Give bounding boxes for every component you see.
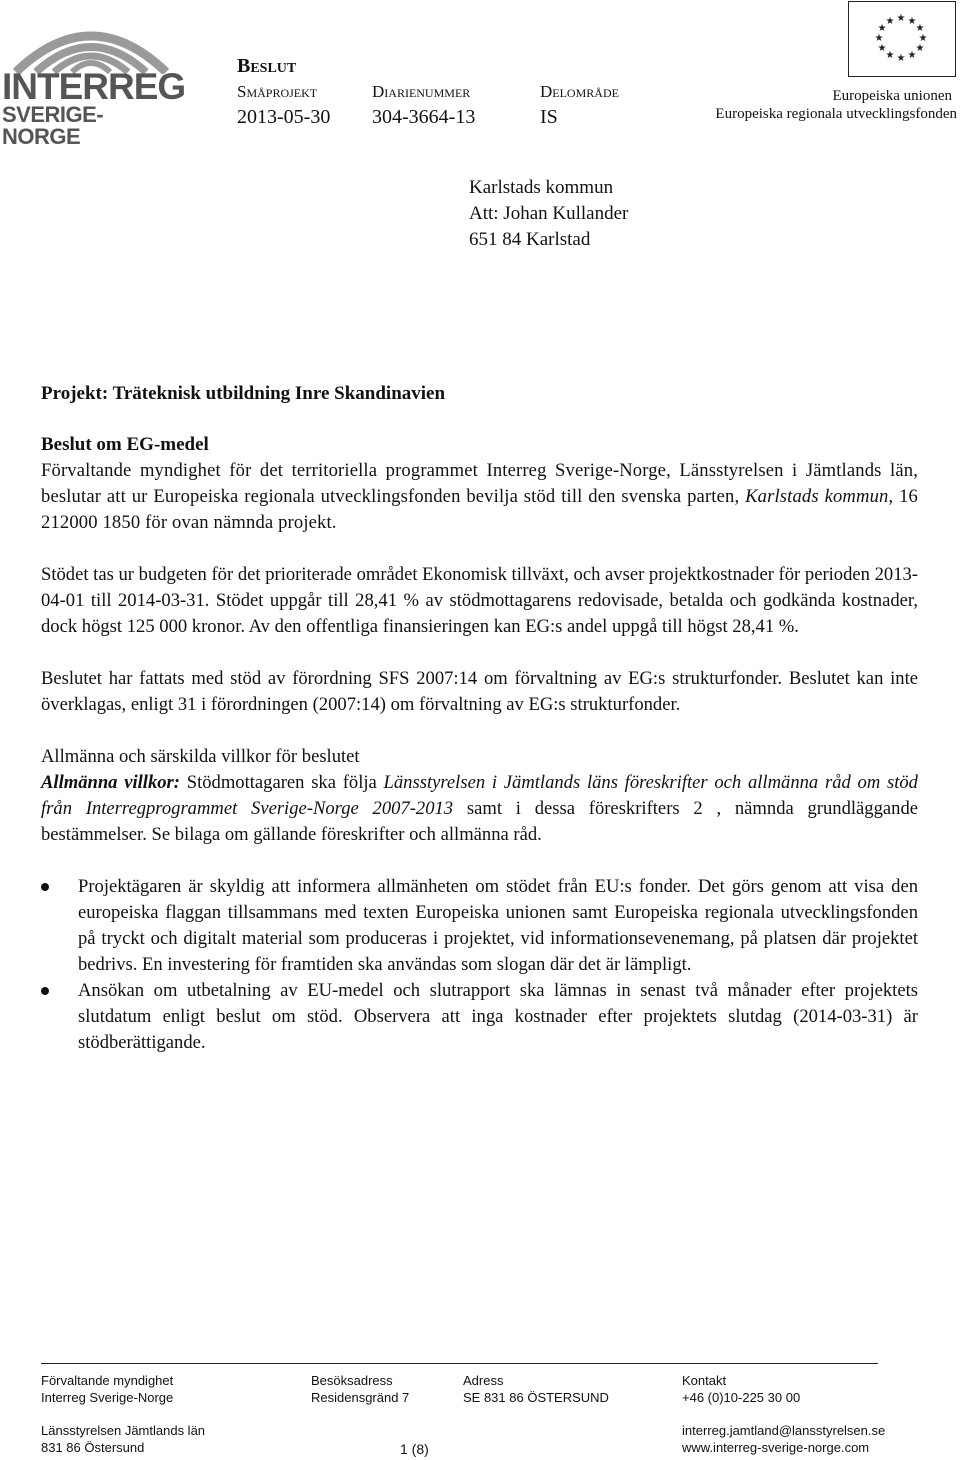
eu-flag [848, 1, 956, 77]
header-date: 2013-05-30 [237, 106, 331, 128]
bullet-icon [41, 987, 49, 995]
svg-text:★: ★ [907, 16, 917, 27]
decision-heading: Beslut om EG-medel [41, 434, 209, 455]
paragraph-legal-basis: Beslutet har fattats med stöd av förordning SFS 2007:14 om förvaltning av EG:s strukturfonder. Beslutet kan inte överklagas, enligt 31 i förordningen (2007:14) om förvaltning av EG:s strukturfonder. [41, 668, 918, 715]
conditions-list [41, 874, 918, 1056]
eu-line1: Europeiska unionen [832, 88, 952, 104]
svg-text:★: ★ [877, 43, 887, 54]
svg-text:★: ★ [885, 50, 895, 61]
address-line-3: 651 84 Karlstad [469, 229, 591, 250]
footer-authority-label: Förvaltande myndighet [41, 1373, 174, 1388]
footer-website[interactable]: www.interreg-sverige-norge.com [682, 1440, 870, 1455]
header-diarienummer: 304-3664-13 [372, 106, 476, 128]
svg-text:★: ★ [915, 43, 925, 54]
eu-line2: Europeiska regionala utvecklingsfonden [715, 106, 957, 122]
paragraph-budget: Stödet tas ur budgeten för det prioriterade området Ekonomisk tillväxt, och avser projektkostnader för perioden 2013-04-01 till 2014-03-31. Stödet uppgår till 28,41 % av stödmottagarens redovisade, betalda och godkända kostnader, dock högst 125 000 kronor. Av den offentliga finansieringen kan EG:s andel uppgå till högst 28,41 %. [41, 564, 918, 637]
footer-contact-label: Kontakt [682, 1373, 727, 1388]
header-label-diarienummer: Diarienummer [372, 82, 471, 101]
doc-type: Beslut [237, 55, 297, 77]
list-item [41, 978, 918, 1056]
footer-phone: +46 (0)10-225 30 00 [682, 1390, 801, 1405]
recipient-address [469, 175, 628, 253]
footer-col-visit [311, 1372, 409, 1406]
footer-visit-address: Residensgränd 7 [311, 1390, 410, 1405]
footer-divider [41, 1363, 878, 1364]
eu-stars-icon [849, 2, 954, 75]
svg-text:★: ★ [877, 23, 887, 34]
footer-col-contact [682, 1372, 885, 1456]
general-conditions-label: Allmänna villkor: [41, 772, 180, 793]
document-body [41, 381, 918, 1056]
logo-text-interreg: INTERREG [2, 66, 186, 107]
footer-authority-org: Länsstyrelsen Jämtlands län [41, 1423, 206, 1438]
list-item [41, 874, 918, 978]
footer-address-value: SE 831 86 ÖSTERSUND [463, 1390, 609, 1405]
list-item-text: Ansökan om utbetalning av EU-medel och slutrapport ska lämnas in senast två månader efter projektets slutdatum enligt beslut om stöd. Observera att inga kostnader efter projektets slutdag (2014-03-31) är stödberättigande. [78, 980, 918, 1053]
interreg-logo [2, 14, 186, 149]
header-delomrade: IS [540, 106, 558, 128]
address-line-2: Att: Johan Kullander [469, 203, 629, 224]
svg-text:★: ★ [918, 33, 928, 44]
footer-address-label: Adress [463, 1373, 504, 1388]
footer-col-address [463, 1372, 609, 1406]
footer-col-authority [41, 1372, 205, 1456]
logo-text-sverige-norge: SVERIGE-NORGE [2, 102, 104, 149]
general-conditions-text: Stödmottagaren ska följa [179, 772, 384, 793]
page-number: 1 (8) [400, 1441, 429, 1457]
svg-text:★: ★ [907, 50, 917, 61]
address-line-1: Karlstads kommun [469, 177, 614, 198]
svg-text:★: ★ [915, 23, 925, 34]
svg-text:★: ★ [874, 33, 884, 44]
svg-text:★: ★ [896, 13, 906, 24]
svg-text:★: ★ [896, 53, 906, 64]
footer-email[interactable]: interreg.jamtland@lansstyrelsen.se [682, 1423, 886, 1438]
header-label-delomrade: Delområde [540, 82, 619, 101]
paragraph-decision [41, 458, 918, 536]
header-label-smaprojekt: Småprojekt [237, 82, 318, 101]
paragraph-general-conditions [41, 770, 918, 848]
paragraph-decision-tail: , 16 212000 1850 för ovan nämnda projekt. [41, 486, 918, 533]
regulations-reference: Länsstyrelsen i Jämtlands läns föreskrifter och allmänna råd om stöd från Interregprogrammet Sverige-Norge 2007-2013 [41, 772, 918, 819]
bullet-icon [41, 883, 49, 891]
list-item-text: Projektägaren är skyldig att informera allmänheten om stödet från EU:s fonder. Det görs genom att visa den europeiska flaggan tillsammans med texten Europeiska unionen samt Europeiska regionala utvecklingsfonden på tryckt och digitalt material som produceras i projektet, vid informationsevenemang, på platsen där projektet bedrivs. En investering för framtiden ska användas som slogan där det är lämpligt. [78, 876, 918, 975]
project-title: Projekt: Träteknisk utbildning Inre Skandinavien [41, 383, 446, 404]
footer-authority-name: Interreg Sverige-Norge [41, 1390, 174, 1405]
beneficiary-name: Karlstads kommun [745, 486, 889, 507]
footer-authority-city: 831 86 Östersund [41, 1440, 145, 1455]
conditions-heading: Allmänna och särskilda villkor för beslutet [41, 746, 360, 767]
paragraph-decision-text: Förvaltande myndighet för det territoriella programmet Interreg Sverige-Norge, Länsstyrelsen i Jämtlands län, beslutar att ur Europeiska regionala utvecklingsfonden bevilja stöd till den svenska parten, [41, 460, 918, 507]
general-conditions-tail: samt i dessa föreskrifters 2 , nämnda grundläggande bestämmelser. Se bilaga om gällande föreskrifter och allmänna råd. [41, 798, 919, 845]
footer-visit-label: Besöksadress [311, 1373, 393, 1388]
interreg-arch-icon [2, 14, 180, 74]
svg-text:★: ★ [885, 16, 895, 27]
